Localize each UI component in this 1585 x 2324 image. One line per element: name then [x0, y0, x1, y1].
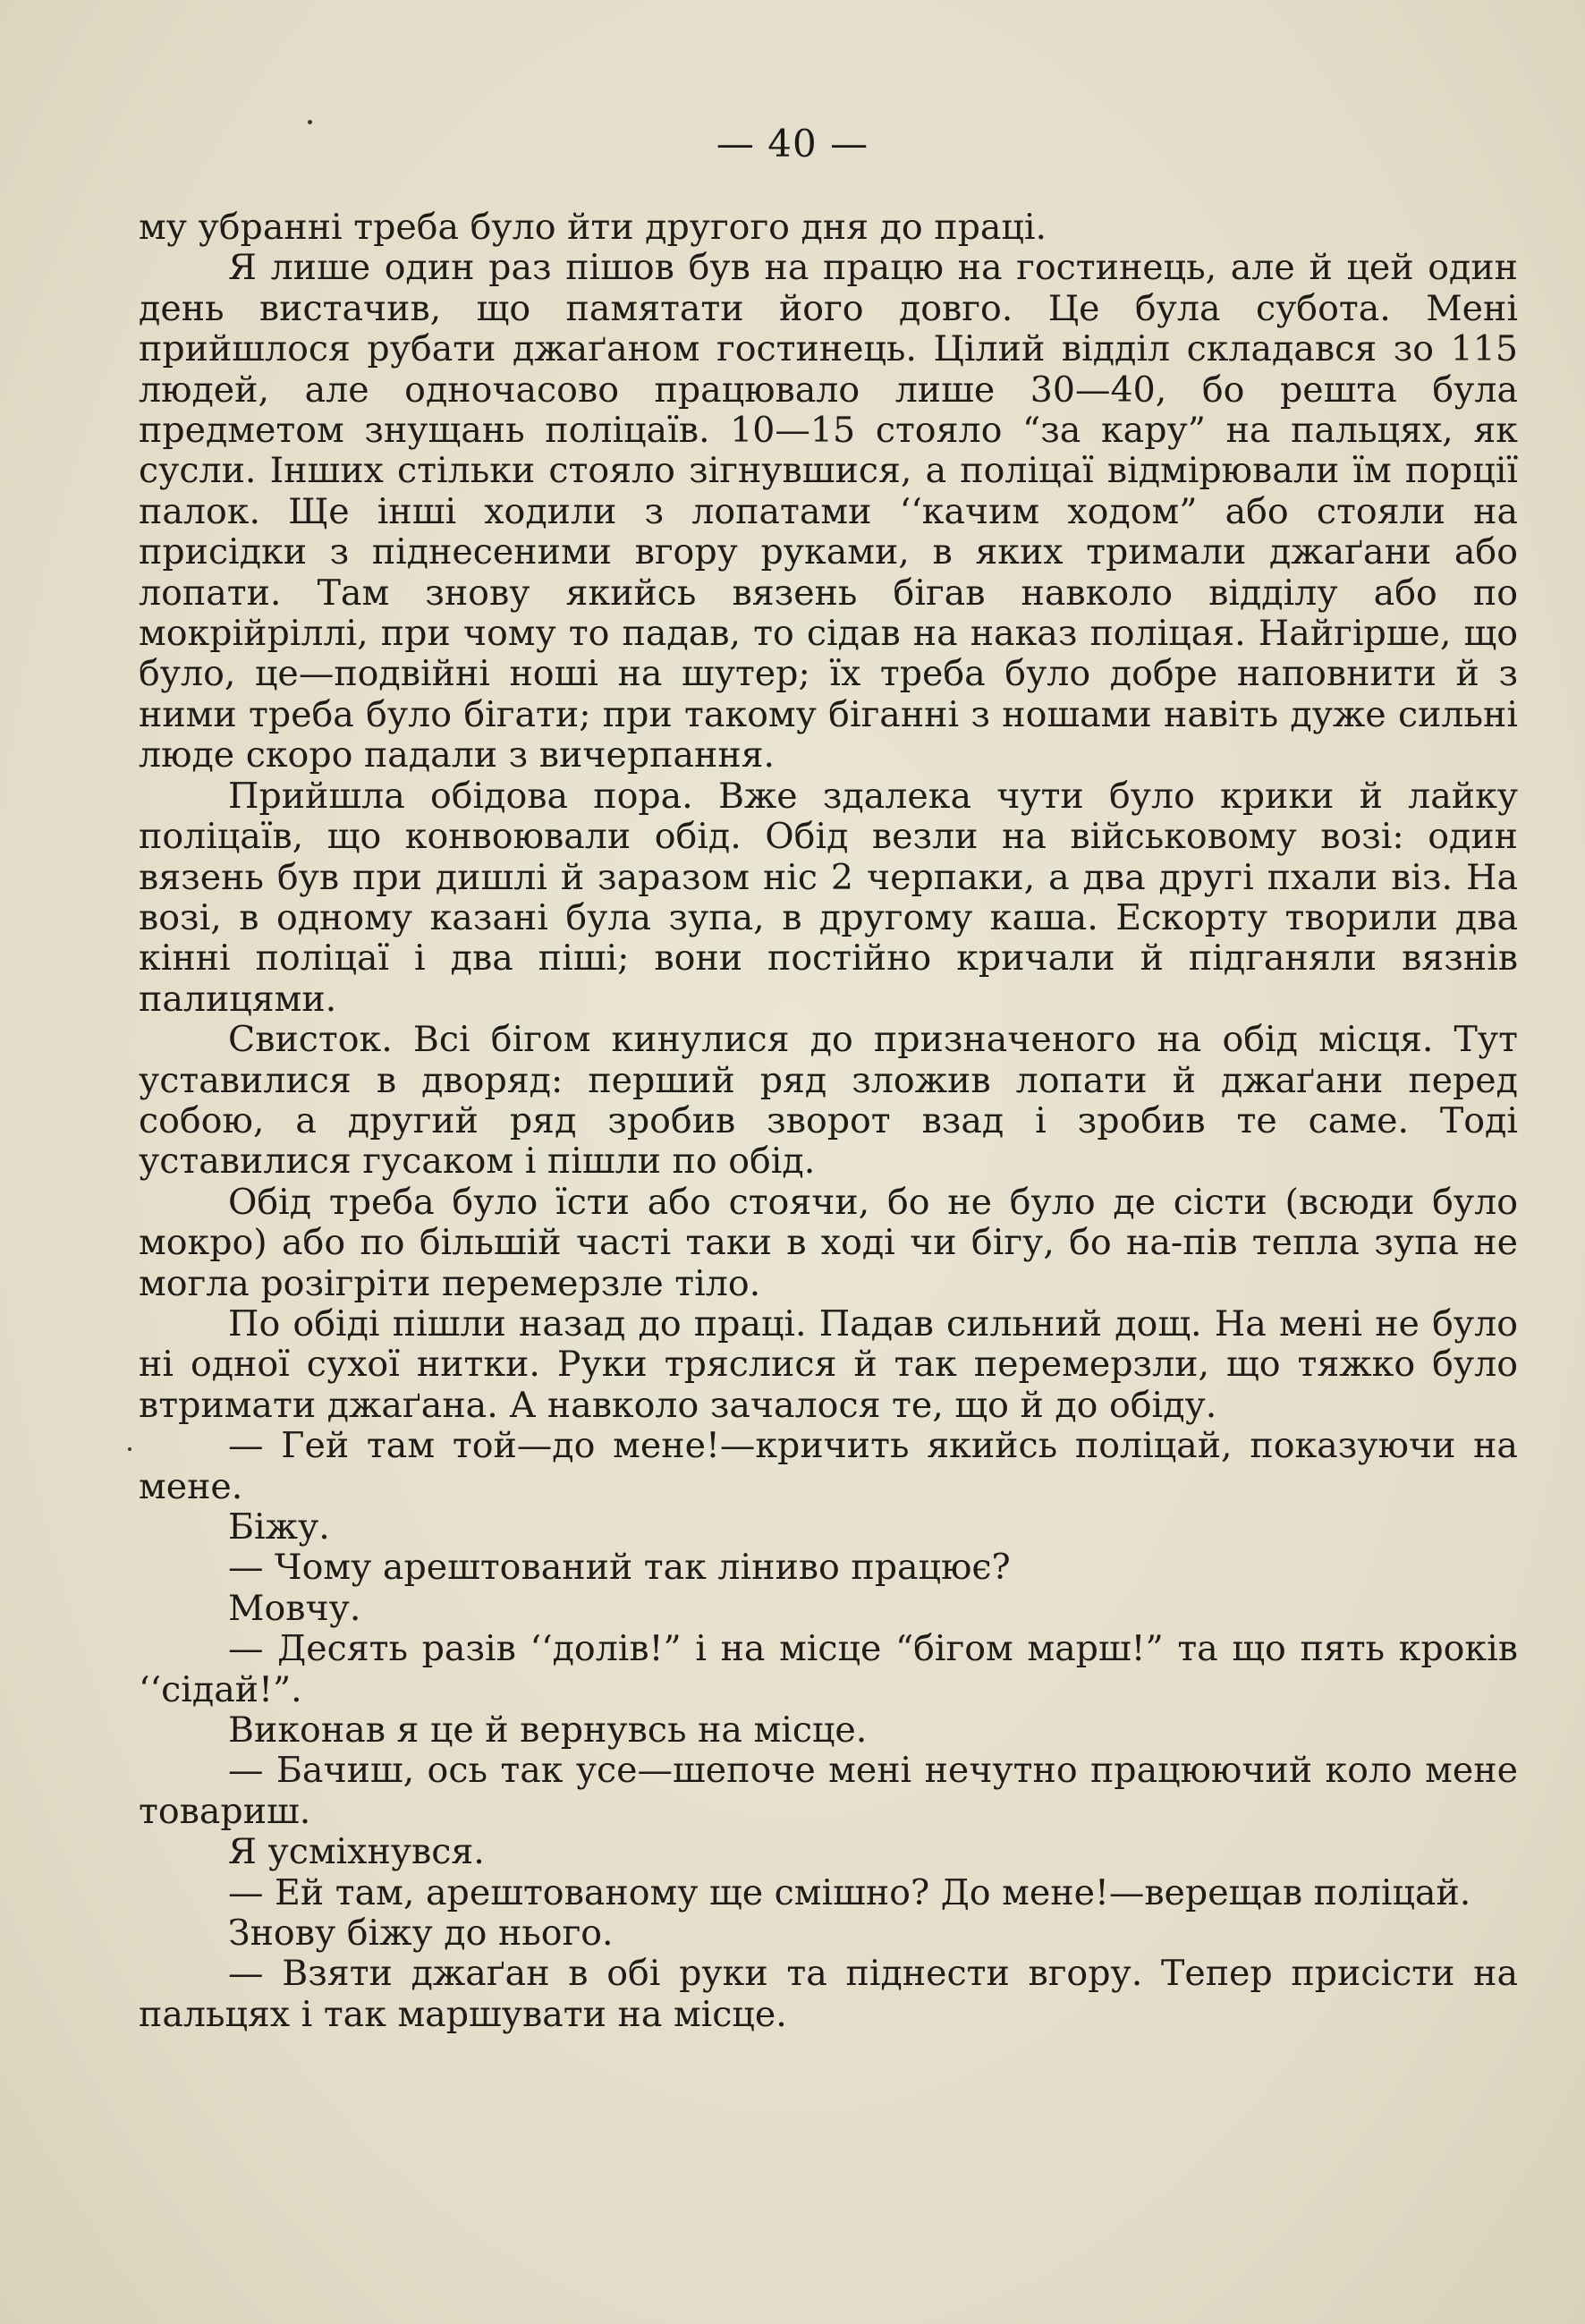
paragraph: Свисток. Всі бігом кинулися до призначеного на обід місця. Тут уставилися в дворяд: перший ряд зложив лопати й джаґани перед собою, а другий ряд зробив зворот взад і зробив те саме. Тоді уставилися гусаком і пішли по обід. [139, 1019, 1518, 1183]
paragraph: Обід треба було їсти або стоячи, бо не було де сісти (всюди було мокро) або по більшій часті таки в ході чи бігу, бо на-пів тепла зупа не могла розігріти перемерзле тіло. [139, 1181, 1518, 1304]
dialogue-line: — Ей там, арештованому ще смішно? До мене!—верещав поліцай. [228, 1871, 1471, 1913]
print-speck [128, 1447, 131, 1451]
dialogue-line: — Гей там той—до мене!—кричить якийсь поліцай, показуючи на мене. [139, 1425, 1518, 1507]
paragraph: му убранні треба було йти другого дня до праці. [139, 207, 1047, 248]
paragraph: Прийшла обідова пора. Вже здалека чути було крики й лайку поліцаїв, що конвоювали обід. Обід везли на військовому возі: один вязень був при дишлі й заразом ніс 2 черпаки, а два другі пхали віз. На возі, в одному казані була зупа, в другому каша. Ескорту творили два кінні поліцаї і два піші; вони постійно кричали й підганяли вязнів палицями. [139, 775, 1518, 1020]
dialogue-line: — Бачиш, ось так усе—шепоче мені нечутно працюючий коло мене товариш. [139, 1750, 1518, 1832]
dialogue-line: Виконав я це й вернувсь на місце. [228, 1709, 868, 1751]
dialogue-line: — Взяти джаґан в обі руки та піднести вгору. Тепер присісти на пальцях і так маршувати на місце. [139, 1953, 1518, 2035]
dialogue-line: Біжу. [228, 1506, 330, 1548]
dialogue-line: Я усміхнувся. [228, 1831, 485, 1873]
dialogue-line: Мовчу. [228, 1587, 361, 1629]
paragraph: Я лише один раз пішов був на працю на гостинець, але й цей один день вистачив, що памятати його довго. Це була субота. Мені прийшлося рубати джаґаном гостинець. Цілий відділ складався зо 115 людей, але одночасово працювало лише 30—40, бо решта була предметом знущань поліцаїв. 10—15 стояло “за кару” на пальцях, як сусли. Інших стільки стояло зігнувшися, а поліцаї відмірювали їм порції палок. Ще інші ходили з лопатами ‘‘качим ходом” або стояли на присідки з піднесеними вгору руками, в яких тримали джаґани або лопати. Там знову якийсь вязень бігав навколо відділу або по мокрійріллі, при чому то падав, то сідав на наказ поліцая. Найгірше, що було, це—подвійні ноші на шутер; їх треба було добре наповнити й з ними треба було бігати; при такому біганні з ношами навіть дуже сильні люде скоро падали з вичерпання. [139, 247, 1518, 776]
paragraph: По обіді пішли назад до праці. Падав сильний дощ. На мені не було ні одної сухої нитки. Руки тряслися й так перемерзли, що тяжко було втримати джаґана. А навколо зачалося те, що й до обіду. [139, 1302, 1518, 1426]
dialogue-line: — Десять разів ‘‘долів!” і на місце “бігом марш!” та що пять кроків ‘‘сідай!”. [139, 1628, 1518, 1710]
page-number: — 40 — [716, 122, 869, 165]
dialogue-line: Знову біжу до нього. [228, 1913, 614, 1955]
dialogue-line: — Чому арештований так ліниво працює? [228, 1547, 1011, 1589]
page-text [139, 208, 1518, 2035]
